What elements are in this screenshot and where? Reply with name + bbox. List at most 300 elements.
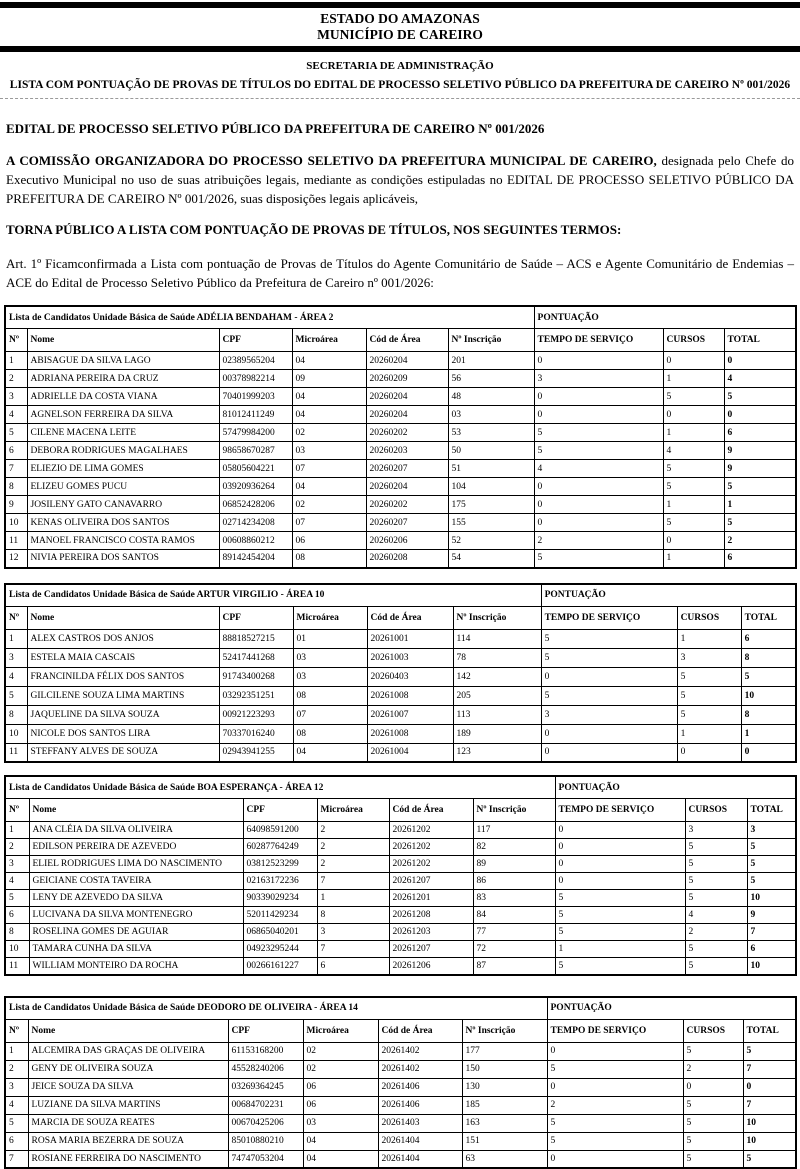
table-row xyxy=(5,1132,796,1150)
cursos-cell: 0 xyxy=(663,532,724,550)
inscricao-cell: 53 xyxy=(448,424,534,442)
tempo-servico-cell: 0 xyxy=(555,873,685,890)
cod-area-cell: 20261403 xyxy=(378,1114,462,1132)
cpf-cell: 64098591200 xyxy=(243,822,317,839)
total-cell: 10 xyxy=(747,958,796,975)
total-cell: 10 xyxy=(743,1132,796,1150)
microarea-cell: 02 xyxy=(292,496,366,514)
table-row xyxy=(5,705,796,724)
row-number-cell: 11 xyxy=(5,532,27,550)
candidates-table-adelia-bendaham xyxy=(4,305,797,569)
pontuacao-header: PONTUAÇÃO xyxy=(541,584,796,607)
cursos-cell: 5 xyxy=(683,1114,743,1132)
inscricao-cell: 150 xyxy=(462,1060,547,1078)
cod-area-cell: 20261203 xyxy=(389,924,473,941)
cpf-cell: 61153168200 xyxy=(228,1042,303,1060)
total-cell: 5 xyxy=(724,514,796,532)
tempo-servico-cell: 0 xyxy=(534,352,663,370)
row-number-cell: 2 xyxy=(5,1060,28,1078)
cpf-cell: 03812523299 xyxy=(243,856,317,873)
column-header: CURSOS xyxy=(663,329,724,352)
tempo-servico-cell: 5 xyxy=(547,1060,683,1078)
table-row xyxy=(5,514,796,532)
cod-area-cell: 20261404 xyxy=(378,1150,462,1168)
cod-area-cell: 20261207 xyxy=(389,873,473,890)
tempo-servico-cell: 3 xyxy=(534,370,663,388)
total-cell: 5 xyxy=(724,388,796,406)
table-row xyxy=(5,406,796,424)
row-number-cell: 11 xyxy=(5,958,29,975)
cod-area-cell: 20261404 xyxy=(378,1132,462,1150)
total-cell: 5 xyxy=(747,856,796,873)
cpf-cell: 06852428206 xyxy=(219,496,292,514)
total-cell: 6 xyxy=(741,629,796,648)
cpf-cell: 81012411249 xyxy=(219,406,292,424)
cod-area-cell: 20261001 xyxy=(367,629,453,648)
tempo-servico-cell: 5 xyxy=(555,924,685,941)
tempo-servico-cell: 5 xyxy=(541,686,677,705)
table-row xyxy=(5,1078,796,1096)
table-caption-row xyxy=(5,776,796,799)
cursos-cell: 0 xyxy=(663,352,724,370)
name-cell: ELIEZIO DE LIMA GOMES xyxy=(27,460,219,478)
inscricao-cell: 189 xyxy=(453,724,541,743)
inscricao-cell: 78 xyxy=(453,648,541,667)
cpf-cell: 60287764249 xyxy=(243,839,317,856)
total-cell: 0 xyxy=(741,743,796,762)
row-number-cell: 5 xyxy=(5,890,29,907)
total-cell: 6 xyxy=(724,550,796,568)
tempo-servico-cell: 0 xyxy=(534,406,663,424)
column-header: CURSOS xyxy=(685,799,747,822)
column-header: Nº Inscrição xyxy=(462,1019,547,1042)
microarea-cell: 03 xyxy=(293,667,367,686)
cursos-cell: 5 xyxy=(663,514,724,532)
document-body xyxy=(0,121,800,292)
name-cell: ADRIANA PEREIRA DA CRUZ xyxy=(27,370,219,388)
total-cell: 5 xyxy=(743,1042,796,1060)
art1-paragraph: Art. 1º Ficamconfirmada a Lista com pontuação de Provas de Títulos do Agente Comunitário de Saúde – ACS e Agente Comunitário de Endemias – ACE do Edital de Processo Seletivo Público da Prefeitura de Careiro nº 001/2026: xyxy=(6,254,794,292)
masthead-city-line: MUNICÍPIO DE CAREIRO xyxy=(0,27,800,43)
row-number-cell: 4 xyxy=(5,667,27,686)
cod-area-cell: 20261008 xyxy=(367,686,453,705)
row-number-cell: 3 xyxy=(5,388,27,406)
name-cell: TAMARA CUNHA DA SILVA xyxy=(29,941,243,958)
inscricao-cell: 82 xyxy=(473,839,555,856)
name-cell: ALEX CASTROS DOS ANJOS xyxy=(27,629,219,648)
cod-area-cell: 20261004 xyxy=(367,743,453,762)
cursos-cell: 0 xyxy=(677,743,741,762)
cursos-cell: 0 xyxy=(663,406,724,424)
inscricao-cell: 123 xyxy=(453,743,541,762)
column-header: TEMPO DE SERVIÇO xyxy=(534,329,663,352)
cpf-cell: 05805604221 xyxy=(219,460,292,478)
column-header: CURSOS xyxy=(677,606,741,629)
tempo-servico-cell: 5 xyxy=(555,958,685,975)
table-row xyxy=(5,873,796,890)
name-cell: LUZIANE DA SILVA MARTINS xyxy=(28,1096,228,1114)
column-header: Microárea xyxy=(303,1019,378,1042)
cpf-cell: 88818527215 xyxy=(219,629,293,648)
total-cell: 0 xyxy=(724,406,796,424)
tempo-servico-cell: 0 xyxy=(547,1150,683,1168)
column-header: Microárea xyxy=(317,799,389,822)
microarea-cell: 04 xyxy=(303,1132,378,1150)
tempo-servico-cell: 0 xyxy=(534,388,663,406)
cpf-cell: 89142454204 xyxy=(219,550,292,568)
inscricao-cell: 130 xyxy=(462,1078,547,1096)
name-cell: NICOLE DOS SANTOS LIRA xyxy=(27,724,219,743)
name-cell: DEBORA RODRIGUES MAGALHAES xyxy=(27,442,219,460)
cpf-cell: 98658670287 xyxy=(219,442,292,460)
tempo-servico-cell: 0 xyxy=(555,839,685,856)
cod-area-cell: 20261008 xyxy=(367,724,453,743)
top-bar xyxy=(0,2,800,8)
masthead xyxy=(0,11,800,43)
row-number-cell: 3 xyxy=(5,648,27,667)
microarea-cell: 03 xyxy=(293,648,367,667)
cpf-cell: 52011429234 xyxy=(243,907,317,924)
inscricao-cell: 114 xyxy=(453,629,541,648)
total-cell: 6 xyxy=(724,424,796,442)
total-cell: 1 xyxy=(741,724,796,743)
inscricao-cell: 117 xyxy=(473,822,555,839)
cursos-cell: 5 xyxy=(683,1042,743,1060)
column-header: Nome xyxy=(28,1019,228,1042)
cpf-cell: 00608860212 xyxy=(219,532,292,550)
name-cell: JOSILENY GATO CANAVARRO xyxy=(27,496,219,514)
microarea-cell: 04 xyxy=(292,478,366,496)
microarea-cell: 06 xyxy=(292,532,366,550)
row-number-cell: 11 xyxy=(5,743,27,762)
table-row xyxy=(5,958,796,975)
total-cell: 5 xyxy=(747,839,796,856)
cod-area-cell: 20260209 xyxy=(366,370,448,388)
cpf-cell: 52417441268 xyxy=(219,648,293,667)
name-cell: LUCIVANA DA SILVA MONTENEGRO xyxy=(29,907,243,924)
cod-area-cell: 20261003 xyxy=(367,648,453,667)
cursos-cell: 1 xyxy=(677,629,741,648)
total-cell: 10 xyxy=(743,1114,796,1132)
name-cell: ROSIANE FERREIRA DO NASCIMENTO xyxy=(28,1150,228,1168)
row-number-cell: 2 xyxy=(5,370,27,388)
column-header: Nº Inscrição xyxy=(453,606,541,629)
inscricao-cell: 48 xyxy=(448,388,534,406)
table-row xyxy=(5,1150,796,1168)
cod-area-cell: 20261207 xyxy=(389,941,473,958)
cpf-cell: 45528240206 xyxy=(228,1060,303,1078)
table-row xyxy=(5,743,796,762)
inscricao-cell: 54 xyxy=(448,550,534,568)
name-cell: ELIZEU GOMES PUCU xyxy=(27,478,219,496)
tempo-servico-cell: 5 xyxy=(534,442,663,460)
cursos-cell: 5 xyxy=(685,856,747,873)
table-row xyxy=(5,839,796,856)
inscricao-cell: 163 xyxy=(462,1114,547,1132)
cod-area-cell: 20261202 xyxy=(389,856,473,873)
microarea-cell: 09 xyxy=(292,370,366,388)
inscricao-cell: 63 xyxy=(462,1150,547,1168)
table-row xyxy=(5,822,796,839)
cursos-cell: 5 xyxy=(663,388,724,406)
cursos-cell: 4 xyxy=(663,442,724,460)
inscricao-cell: 84 xyxy=(473,907,555,924)
header-divider-bar xyxy=(0,46,800,52)
tempo-servico-cell: 0 xyxy=(534,514,663,532)
microarea-cell: 08 xyxy=(292,550,366,568)
cpf-cell: 90339029234 xyxy=(243,890,317,907)
row-number-cell: 6 xyxy=(5,442,27,460)
name-cell: EDILSON PEREIRA DE AZEVEDO xyxy=(29,839,243,856)
column-header: TEMPO DE SERVIÇO xyxy=(547,1019,683,1042)
row-number-cell: 5 xyxy=(5,1114,28,1132)
cursos-cell: 5 xyxy=(677,667,741,686)
cod-area-cell: 20261402 xyxy=(378,1042,462,1060)
cursos-cell: 5 xyxy=(663,478,724,496)
total-cell: 5 xyxy=(747,873,796,890)
row-number-cell: 2 xyxy=(5,839,29,856)
total-cell: 0 xyxy=(743,1078,796,1096)
inscricao-cell: 83 xyxy=(473,890,555,907)
cod-area-cell: 20260207 xyxy=(366,514,448,532)
table-row xyxy=(5,550,796,568)
inscricao-cell: 151 xyxy=(462,1132,547,1150)
cursos-cell: 2 xyxy=(685,924,747,941)
cod-area-cell: 20260204 xyxy=(366,388,448,406)
lista-heading: LISTA COM PONTUAÇÃO DE PROVAS DE TÍTULOS DO EDITAL DE PROCESSO SELETIVO PÚBLICO DA PREFEITURA DE CAREIRO Nº 001/2026 xyxy=(0,79,800,91)
total-cell: 5 xyxy=(741,667,796,686)
cursos-cell: 5 xyxy=(677,686,741,705)
table-row xyxy=(5,352,796,370)
table-row xyxy=(5,370,796,388)
row-number-cell: 12 xyxy=(5,550,27,568)
row-number-cell: 5 xyxy=(5,686,27,705)
microarea-cell: 08 xyxy=(293,686,367,705)
column-header: Cód de Área xyxy=(389,799,473,822)
table-row xyxy=(5,460,796,478)
tempo-servico-cell: 5 xyxy=(534,424,663,442)
inscricao-cell: 86 xyxy=(473,873,555,890)
column-header-row xyxy=(5,1019,796,1042)
row-number-cell: 8 xyxy=(5,478,27,496)
column-header: TEMPO DE SERVIÇO xyxy=(555,799,685,822)
row-number-cell: 7 xyxy=(5,1150,28,1168)
microarea-cell: 02 xyxy=(303,1060,378,1078)
column-header: CPF xyxy=(219,329,292,352)
pontuacao-header: PONTUAÇÃO xyxy=(534,306,796,329)
tempo-servico-cell: 5 xyxy=(534,550,663,568)
tempo-servico-cell: 5 xyxy=(555,890,685,907)
table-row xyxy=(5,1042,796,1060)
cod-area-cell: 20260403 xyxy=(367,667,453,686)
column-header: Nome xyxy=(29,799,243,822)
cursos-cell: 5 xyxy=(685,890,747,907)
cpf-cell: 70401999203 xyxy=(219,388,292,406)
row-number-cell: 6 xyxy=(5,1132,28,1150)
inscricao-cell: 87 xyxy=(473,958,555,975)
name-cell: ABISAGUE DA SILVA LAGO xyxy=(27,352,219,370)
name-cell: JEICE SOUZA DA SILVA xyxy=(28,1078,228,1096)
cursos-cell: 5 xyxy=(663,460,724,478)
cpf-cell: 00684702231 xyxy=(228,1096,303,1114)
row-number-cell: 1 xyxy=(5,352,27,370)
microarea-cell: 1 xyxy=(317,890,389,907)
table-caption: Lista de Candidatos Unidade Básica de Saúde ARTUR VIRGILIO - ÁREA 10 xyxy=(5,584,541,607)
edital-heading: EDITAL DE PROCESSO SELETIVO PÚBLICO DA PREFEITURA DE CAREIRO Nº 001/2026 xyxy=(6,121,794,137)
cursos-cell: 5 xyxy=(677,705,741,724)
dashed-divider xyxy=(0,98,800,99)
cursos-cell: 5 xyxy=(683,1150,743,1168)
cpf-cell: 02714234208 xyxy=(219,514,292,532)
inscricao-cell: 201 xyxy=(448,352,534,370)
name-cell: KENAS OLIVEIRA DOS SANTOS xyxy=(27,514,219,532)
microarea-cell: 06 xyxy=(303,1078,378,1096)
name-cell: GILCILENE SOUZA LIMA MARTINS xyxy=(27,686,219,705)
tempo-servico-cell: 4 xyxy=(534,460,663,478)
table-row xyxy=(5,496,796,514)
column-header: Nº Inscrição xyxy=(473,799,555,822)
table-row xyxy=(5,924,796,941)
tempo-servico-cell: 5 xyxy=(541,648,677,667)
table-caption-row xyxy=(5,306,796,329)
cpf-cell: 00266161227 xyxy=(243,958,317,975)
row-number-cell: 10 xyxy=(5,724,27,743)
column-header-row xyxy=(5,329,796,352)
name-cell: GENY DE OLIVEIRA SOUZA xyxy=(28,1060,228,1078)
cpf-cell: 70337016240 xyxy=(219,724,293,743)
tempo-servico-cell: 0 xyxy=(555,856,685,873)
column-header: Nº xyxy=(5,329,27,352)
name-cell: CILENE MACENA LEITE xyxy=(27,424,219,442)
table-row xyxy=(5,1114,796,1132)
total-cell: 9 xyxy=(747,907,796,924)
table-row xyxy=(5,388,796,406)
table-row xyxy=(5,724,796,743)
table-row xyxy=(5,667,796,686)
table-row xyxy=(5,1060,796,1078)
inscricao-cell: 52 xyxy=(448,532,534,550)
tempo-servico-cell: 5 xyxy=(547,1132,683,1150)
table-row xyxy=(5,532,796,550)
column-header: Cód de Área xyxy=(378,1019,462,1042)
cpf-cell: 03292351251 xyxy=(219,686,293,705)
row-number-cell: 8 xyxy=(5,705,27,724)
inscricao-cell: 51 xyxy=(448,460,534,478)
tempo-servico-cell: 0 xyxy=(541,743,677,762)
table-row xyxy=(5,648,796,667)
microarea-cell: 6 xyxy=(317,958,389,975)
cpf-cell: 02163172236 xyxy=(243,873,317,890)
tempo-servico-cell: 0 xyxy=(547,1078,683,1096)
microarea-cell: 07 xyxy=(293,705,367,724)
pontuacao-header: PONTUAÇÃO xyxy=(555,776,796,799)
column-header-row xyxy=(5,799,796,822)
row-number-cell: 1 xyxy=(5,629,27,648)
name-cell: ROSA MARIA BEZERRA DE SOUZA xyxy=(28,1132,228,1150)
cpf-cell: 03920936264 xyxy=(219,478,292,496)
total-cell: 10 xyxy=(747,890,796,907)
row-number-cell: 9 xyxy=(5,496,27,514)
inscricao-cell: 03 xyxy=(448,406,534,424)
name-cell: WILLIAM MONTEIRO DA ROCHA xyxy=(29,958,243,975)
tempo-servico-cell: 3 xyxy=(541,705,677,724)
cod-area-cell: 20260202 xyxy=(366,496,448,514)
inscricao-cell: 77 xyxy=(473,924,555,941)
total-cell: 8 xyxy=(741,648,796,667)
microarea-cell: 2 xyxy=(317,856,389,873)
tempo-servico-cell: 0 xyxy=(555,822,685,839)
column-header: TEMPO DE SERVIÇO xyxy=(541,606,677,629)
cod-area-cell: 20260207 xyxy=(366,460,448,478)
cod-area-cell: 20261201 xyxy=(389,890,473,907)
total-cell: 10 xyxy=(741,686,796,705)
microarea-cell: 02 xyxy=(292,424,366,442)
cod-area-cell: 20260206 xyxy=(366,532,448,550)
inscricao-cell: 205 xyxy=(453,686,541,705)
total-cell: 2 xyxy=(724,532,796,550)
name-cell: LENY DE AZEVEDO DA SILVA xyxy=(29,890,243,907)
name-cell: MANOEL FRANCISCO COSTA RAMOS xyxy=(27,532,219,550)
microarea-cell: 2 xyxy=(317,839,389,856)
table-row xyxy=(5,1096,796,1114)
cod-area-cell: 20260208 xyxy=(366,550,448,568)
tempo-servico-cell: 2 xyxy=(547,1096,683,1114)
tempo-servico-cell: 5 xyxy=(547,1114,683,1132)
name-cell: FRANCINILDA FÉLIX DOS SANTOS xyxy=(27,667,219,686)
cursos-cell: 0 xyxy=(683,1078,743,1096)
cpf-cell: 04923295244 xyxy=(243,941,317,958)
microarea-cell: 03 xyxy=(303,1114,378,1132)
table-caption: Lista de Candidatos Unidade Básica de Saúde BOA ESPERANÇA - ÁREA 12 xyxy=(5,776,555,799)
total-cell: 0 xyxy=(724,352,796,370)
cpf-cell: 74747053204 xyxy=(228,1150,303,1168)
cpf-cell: 00378982214 xyxy=(219,370,292,388)
name-cell: ELIEL RODRIGUES LIMA DO NASCIMENTO xyxy=(29,856,243,873)
cod-area-cell: 20260203 xyxy=(366,442,448,460)
row-number-cell: 3 xyxy=(5,856,29,873)
tempo-servico-cell: 1 xyxy=(555,941,685,958)
tempo-servico-cell: 0 xyxy=(534,496,663,514)
pontuacao-header: PONTUAÇÃO xyxy=(547,997,796,1020)
row-number-cell: 6 xyxy=(5,907,29,924)
total-cell: 7 xyxy=(743,1060,796,1078)
cod-area-cell: 20261007 xyxy=(367,705,453,724)
name-cell: MARCIA DE SOUZA REATES xyxy=(28,1114,228,1132)
name-cell: NIVIA PEREIRA DOS SANTOS xyxy=(27,550,219,568)
column-header: Microárea xyxy=(292,329,366,352)
cursos-cell: 4 xyxy=(685,907,747,924)
column-header: Nº xyxy=(5,606,27,629)
name-cell: STEFFANY ALVES DE SOUZA xyxy=(27,743,219,762)
inscricao-cell: 177 xyxy=(462,1042,547,1060)
name-cell: ALCEMIRA DAS GRAÇAS DE OLIVEIRA xyxy=(28,1042,228,1060)
cursos-cell: 2 xyxy=(683,1060,743,1078)
table-row xyxy=(5,424,796,442)
secretaria-heading: SECRETARIA DE ADMINISTRAÇÃO xyxy=(0,60,800,72)
column-header: Nome xyxy=(27,329,219,352)
total-cell: 5 xyxy=(724,478,796,496)
microarea-cell: 06 xyxy=(303,1096,378,1114)
cpf-cell: 03269364245 xyxy=(228,1078,303,1096)
cursos-cell: 3 xyxy=(685,822,747,839)
table-row xyxy=(5,442,796,460)
row-number-cell: 1 xyxy=(5,822,29,839)
tempo-servico-cell: 0 xyxy=(541,667,677,686)
table-caption: Lista de Candidatos Unidade Básica de Saúde ADÉLIA BENDAHAM - ÁREA 2 xyxy=(5,306,534,329)
tempo-servico-cell: 5 xyxy=(541,629,677,648)
column-header: CPF xyxy=(228,1019,303,1042)
name-cell: ADRIELLE DA COSTA VIANA xyxy=(27,388,219,406)
